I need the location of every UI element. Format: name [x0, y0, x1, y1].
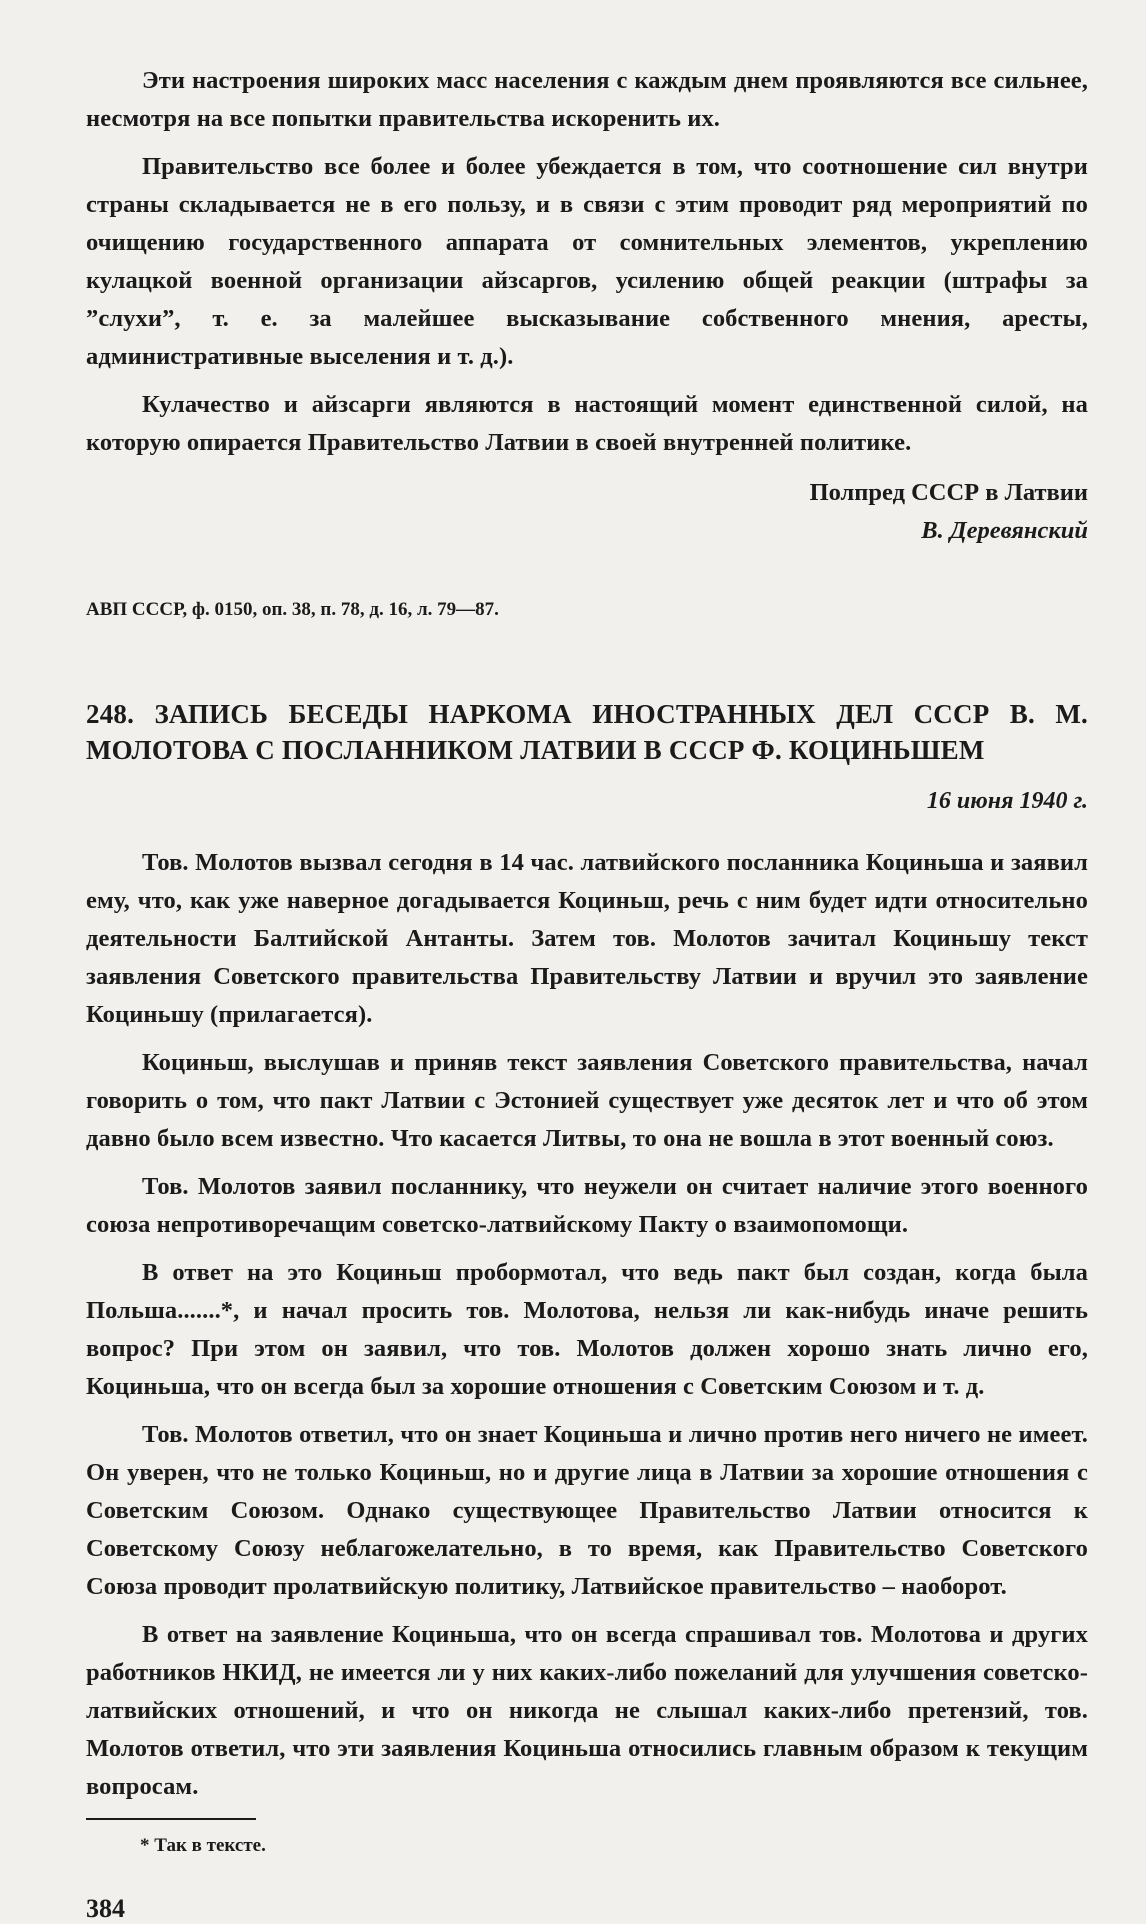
- document-paragraph: Коциньш, выслушав и приняв текст заявления Советского правительства, начал говорить о том, что пакт Латвии с Эстонией существует уже десяток лет и что об этом давно было всем известно. Что касается Литвы, то она не вошла в этот военный союз.: [86, 1049, 1088, 1152]
- footnote-divider: [86, 1818, 256, 1820]
- body-paragraph: Правительство все более и более убеждается в том, что соотношение сил внутри страны складывается не в его пользу, и в связи с этим проводит ряд мероприятий по очищению государственного аппарата от сомнительных элементов, укреплению кулацкой военной организации айзсаргов, усилению общей реакции (штрафы за ”слухи”, т. е. за малейшее высказывание собственного мнения, аресты, административные выселения и т. д.).: [86, 153, 1088, 370]
- signature-title: Полпред СССР в Латвии: [809, 479, 1088, 506]
- document-paragraph: Тов. Молотов вызвал сегодня в 14 час. латвийского посланника Коциньша и заявил ему, что, как уже наверное догадывается Коциньш, речь с ним будет идти относительно деятельности Балтийской Антанты. Затем тов. Молотов зачитал Коциньшу текст заявления Советского правительства Правительству Латвии и вручил это заявление Коциньшу (прилагается).: [86, 849, 1088, 1028]
- archive-reference: АВП СССР, ф. 0150, оп. 38, п. 78, д. 16, л. 79—87.: [86, 599, 499, 620]
- body-paragraph: Кулачество и айзсарги являются в настоящий момент единственной силой, на которую опирается Правительство Латвии в своей внутренней политике.: [86, 391, 1088, 456]
- document-date: 16 июня 1940 г.: [926, 788, 1088, 814]
- page-number: 384: [86, 1894, 125, 1923]
- document-page: [86, 62, 1088, 1924]
- signature-name: В. Деревянский: [921, 517, 1088, 544]
- body-paragraph: Эти настроения широких масс населения с каждым днем проявляются все сильнее, несмотря на все попытки правительства искоренить их.: [86, 67, 1088, 132]
- signature-block: [86, 474, 1088, 550]
- document-paragraph: В ответ на заявление Коциньша, что он всегда спрашивал тов. Молотова и других работников НКИД, не имеется ли у них каких-либо пожеланий для улучшения советско-латвийских отношений, и что он никогда не слышал каких-либо претензий, тов. Молотов ответил, что эти заявления Коциньша относились главным образом к текущим вопросам.: [86, 1621, 1088, 1800]
- document-paragraph: Тов. Молотов ответил, что он знает Коциньша и лично против него ничего не имеет. Он уверен, что не только Коциньш, но и другие лица в Латвии за хорошие отношения с Советским Союзом. Однако существующее Правительство Латвии относится к Советскому Союзу неблагожелательно, в то время, как Правительство Советского Союза проводит пролатвийскую политику, Латвийское правительство – наоборот.: [86, 1421, 1088, 1600]
- footnote: * Так в тексте.: [140, 1835, 266, 1856]
- document-paragraph: Тов. Молотов заявил посланнику, что неужели он считает наличие этого военного союза непротиворечащим советско-латвийскому Пакту о взаимопомощи.: [86, 1173, 1088, 1238]
- document-paragraph: В ответ на это Коциньш пробормотал, что ведь пакт был создан, когда была Польша.......*, и начал просить тов. Молотова, нельзя ли как-нибудь иначе решить вопрос? При этом он заявил, что тов. Молотов должен хорошо знать лично его, Коциньша, что он всегда был за хорошие отношения с Советским Союзом и т. д.: [86, 1259, 1088, 1400]
- document-heading: 248. ЗАПИСЬ БЕСЕДЫ НАРКОМА ИНОСТРАННЫХ ДЕЛ СССР В. М. МОЛОТОВА С ПОСЛАННИКОМ ЛАТВИИ В СССР Ф. КОЦИНЬШЕМ: [86, 699, 1088, 765]
